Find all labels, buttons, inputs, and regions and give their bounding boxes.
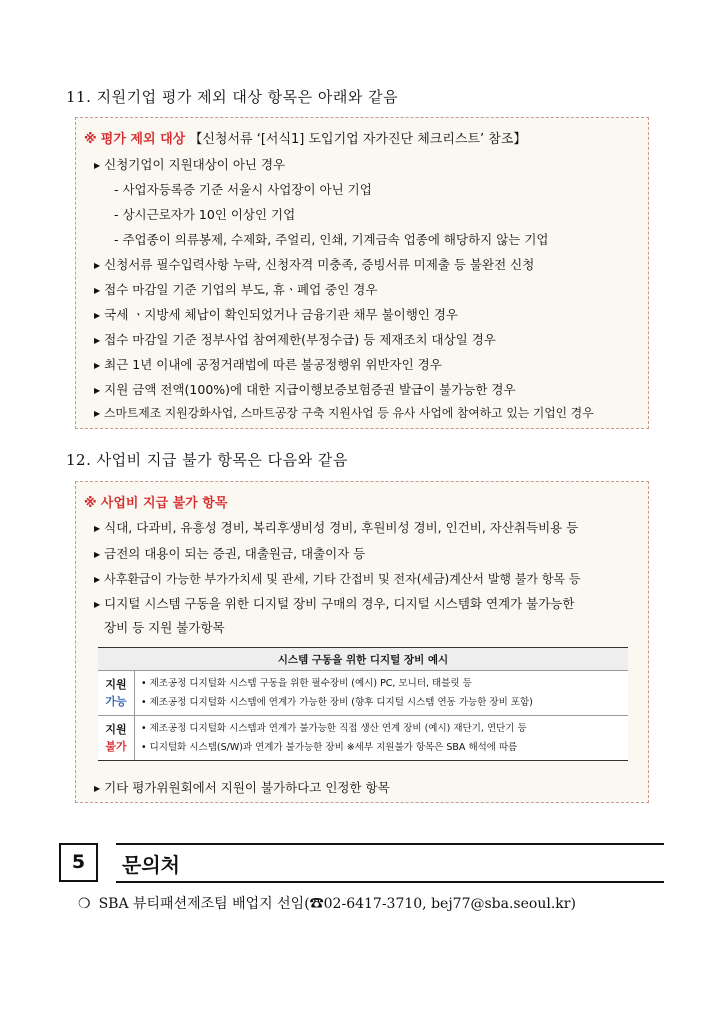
section-title: 문의처 [122, 853, 180, 877]
equipment-example-table [98, 647, 628, 761]
triangle-bullet-icon: ▶ [94, 311, 101, 320]
box-title [84, 128, 526, 147]
triangle-bullet-icon: ▶ [94, 550, 101, 559]
triangle-bullet-icon: ▶ [94, 161, 101, 170]
list-item-continuation: 장비 등 지원 불가항목 [104, 620, 225, 635]
list-item: ▶ 신청기업이 지원대상이 아닌 경우 [94, 157, 286, 172]
table-row [98, 671, 628, 716]
list-item: ▶ 스마트제조 지원강화사업, 스마트공장 구축 지원사업 등 유사 사업에 참여하고 있는 기업인 경우 [94, 406, 594, 420]
list-item: ▶ 접수 마감일 기준 정부사업 참여제한(부정수급) 등 제재조치 대상일 경우 [94, 332, 496, 347]
triangle-bullet-icon: ▶ [94, 286, 101, 295]
list-item: ▶ 금전의 대용이 되는 증권, 대출원금, 대출이자 등 [94, 546, 366, 561]
contact-text: SBA 뷰티패션제조팀 배업지 선임(☎02-6417-3710, bej77@sba.seoul.kr) [98, 896, 576, 912]
triangle-bullet-icon: ▶ [94, 386, 101, 395]
triangle-bullet-icon: ▶ [94, 361, 101, 370]
list-item: ▶ 신청서류 필수입력사항 누락, 신청자격 미충족, 증빙서류 미제출 등 불완전 신청 [94, 257, 535, 272]
sub-item: - 주업종이 의류봉제, 수제화, 주얼리, 인쇄, 기계금속 업종에 해당하지 않는 기업 [114, 232, 549, 247]
list-item: ▶ 디지털 시스템 구동을 위한 디지털 장비 구매의 경우, 디지털 시스템화 연계가 불가능한 [94, 596, 575, 611]
section-rule-bottom [116, 881, 664, 883]
triangle-bullet-icon: ▶ [94, 575, 101, 584]
triangle-bullet-icon: ▶ [94, 261, 101, 270]
section-11-heading: 11. 지원기업 평가 제외 대상 항목은 아래와 같음 [66, 88, 399, 106]
list-item: ▶ 접수 마감일 기준 기업의 부도, 휴ㆍ폐업 중인 경우 [94, 282, 378, 297]
list-item: ▶ 지원 금액 전액(100%)에 대한 지급이행보증보험증권 발급이 불가능한 경우 [94, 382, 516, 397]
row-label: 지원 가능 [98, 671, 135, 716]
list-item: ▶ 식대, 다과비, 유흥성 경비, 복리후생비성 경비, 후원비성 경비, 인건비, 자산취득비용 등 [94, 520, 579, 535]
evaluation-exclusion-box [75, 117, 649, 429]
row-content: • 제조공정 디지털화 시스템과 연계가 불가능한 직접 생산 연계 장비 (예시) 재단기, 연단기 등 • 디지털화 시스템(S/W)과 연계가 불가능한 장비 ※세부 지원불가 항목은 SBA 해석에 따름 [135, 716, 629, 761]
triangle-bullet-icon: ▶ [94, 600, 101, 609]
note-mark: ※ [84, 132, 97, 147]
list-item: ▶ 최근 1년 이내에 공정거래법에 따른 불공정행위 위반자인 경우 [94, 357, 442, 372]
box-label: 평가 제외 대상 [100, 132, 186, 147]
box-label: 사업비 지급 불가 항목 [100, 496, 228, 511]
triangle-bullet-icon: ▶ [94, 409, 101, 418]
section-rule-top [116, 843, 664, 845]
section-number: 5 [59, 843, 98, 882]
payment-exclusion-box [75, 481, 649, 803]
row-label: 지원 불가 [98, 716, 135, 761]
list-item: ▶ 기타 평가위원회에서 지원이 불가하다고 인정한 항목 [94, 780, 390, 795]
list-item: ▶ 국세 ㆍ지방세 체납이 확인되었거나 금융기관 채무 불이행인 경우 [94, 307, 458, 322]
box-title [84, 492, 227, 511]
section-12-heading: 12. 사업비 지급 불가 항목은 다음와 같음 [66, 451, 348, 469]
table-row [98, 716, 628, 761]
box-note: 【신청서류 ‘[서식1] 도입기업 자가진단 체크리스트’ 참조】 [189, 132, 527, 147]
triangle-bullet-icon: ▶ [94, 784, 101, 793]
table-title: 시스템 구동을 위한 디지털 장비 예시 [98, 648, 628, 671]
circle-bullet-icon: ❍ [78, 896, 91, 912]
list-item: ▶ 사후환급이 가능한 부가가치세 및 관세, 기타 간접비 및 전자(세금)계산서 발행 불가 항목 등 [94, 572, 581, 586]
note-mark: ※ [84, 496, 97, 511]
triangle-bullet-icon: ▶ [94, 336, 101, 345]
contact-line [78, 893, 576, 913]
sub-item: - 상시근로자가 10인 이상인 기업 [114, 207, 296, 222]
row-content: • 제조공정 디지털화 시스템 구동을 위한 필수장비 (예시) PC, 모니터, 태블릿 등 • 제조공정 디지털화 시스템에 연계가 가능한 장비 (향후 디지털 시스템 연동 가능한 장비 포함) [135, 671, 629, 716]
triangle-bullet-icon: ▶ [94, 524, 101, 533]
sub-item: - 사업자등록증 기준 서울시 사업장이 아닌 기업 [114, 182, 372, 197]
